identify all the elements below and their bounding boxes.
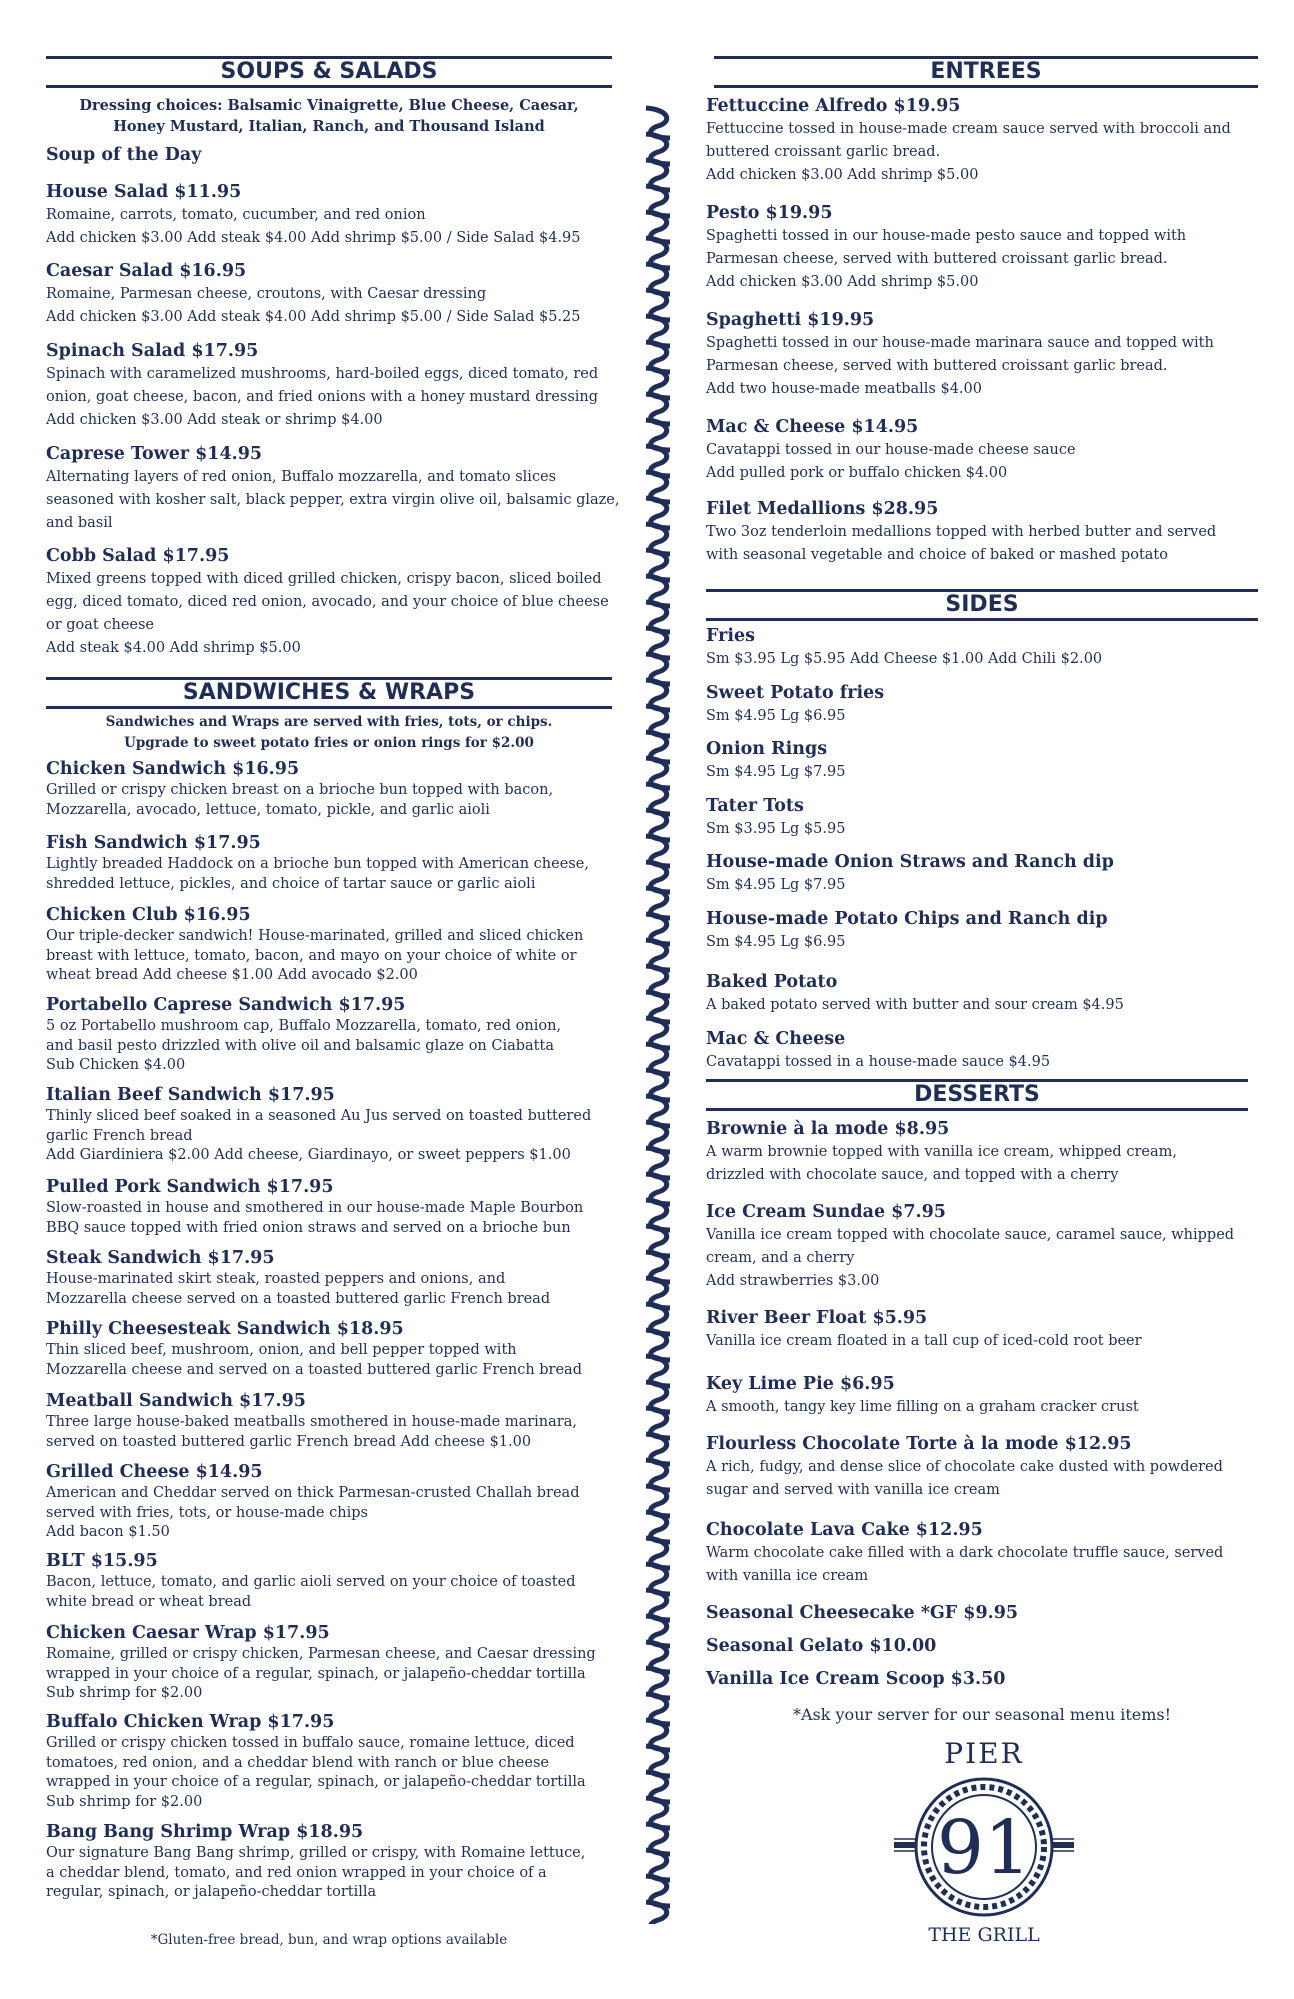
logo-grill-text: THE GRILL [928,1924,1040,1946]
menu-item-name: Chicken Club $16.95 [46,905,251,925]
menu-item-name: Grilled Cheese $14.95 [46,1462,263,1482]
menu-item [706,1027,1258,1074]
menu-item [46,442,620,535]
menu-item-description: Sm $4.95 Lg $6.95 [706,708,846,724]
menu-item-name: Spinach Salad $17.95 [46,341,259,361]
menu-item [46,1621,612,1704]
menu-item-name: BLT $15.95 [46,1551,158,1571]
menu-item-description: Cavatappi tossed in a house-made sauce $4.95 [706,1054,1051,1070]
menu-item-name: Chocolate Lava Cake $12.95 [706,1520,983,1540]
menu-item-description: Vanilla ice cream topped with chocolate sauce, caramel sauce, whipped cream, and a cherry Add strawberries $3.00 [706,1227,1235,1289]
menu-item-name: Pesto $19.95 [706,203,833,223]
menu-item-name: Bang Bang Shrimp Wrap $18.95 [46,1822,364,1842]
menu-item-description: Three large house-baked meatballs smothered in house-made marinara, served on toasted buttered garlic French bread Add cheese $1.00 [46,1414,577,1450]
menu-item [46,1460,612,1543]
menu-item [46,1820,612,1903]
menu-item [706,1634,1258,1658]
menu-item-name: Italian Beef Sandwich $17.95 [46,1085,335,1105]
menu-item-description: Mixed greens topped with diced grilled chicken, crispy bacon, sliced boiled egg, diced tomato, diced red onion, avocado, and your choice of blue cheese or goat cheese Add steak $4.00 Add shrimp $5.00 [46,571,609,656]
menu-item-description: A warm brownie topped with vanilla ice cream, whipped cream, drizzled with chocolate sauce, and topped with a cherry [706,1144,1177,1183]
gluten-free-footnote: *Gluten-free bread, bun, and wrap options available [150,1932,508,1948]
seasonal-note: *Ask your server for our seasonal menu items! [792,1705,1172,1724]
menu-item [46,180,612,250]
menu-item-name: Buffalo Chicken Wrap $17.95 [46,1712,335,1732]
soups-salads-heading: SOUPS & SALADS [46,56,612,88]
menu-item-name: Steak Sandwich $17.95 [46,1248,275,1268]
menu-item [706,1518,1258,1588]
menu-item-name: Chicken Caesar Wrap $17.95 [46,1623,330,1643]
menu-item-description: Romaine, carrots, tomato, cucumber, and red onion Add chicken $3.00 Add steak $4.00 Add shrimp $5.00 / Side Salad $4.95 [46,207,581,246]
menu-item [706,1432,1258,1502]
menu-item [706,1667,1258,1691]
menu-item [46,757,612,820]
menu-item-name: Fries [706,626,755,646]
menu-item [46,1710,612,1812]
menu-item-name: Spaghetti $19.95 [706,310,875,330]
menu-item-description: Slow-roasted in house and smothered in our house-made Maple Bourbon BBQ sauce topped with fried onion straws and served on a brioche bun [46,1200,584,1236]
menu-item [706,737,1258,784]
menu-item-name: River Beer Float $5.95 [706,1308,928,1328]
menu-item-name: Onion Rings [706,739,828,759]
menu-item-description: Romaine, grilled or crispy chicken, Parmesan cheese, and Caesar dressing wrapped in your choice of a regular, spinach, or jalapeño-cheddar tortilla Sub shrimp for $2.00 [46,1646,596,1701]
menu-item-description: Vanilla ice cream floated in a tall cup of iced-cold root beer [706,1333,1142,1349]
menu-item-name: Seasonal Gelato $10.00 [706,1636,937,1656]
menu-item-description: Two 3oz tenderloin medallions topped with herbed butter and served with seasonal vegetable and choice of baked or mashed potato [706,524,1217,563]
menu-item-name: Cobb Salad $17.95 [46,546,230,566]
menu-item [706,1117,1258,1187]
menu-item [46,339,612,432]
menu-item-name: House-made Potato Chips and Ranch dip [706,909,1108,929]
menu-item [46,143,612,167]
menu-item-description: Grilled or crispy chicken breast on a brioche bun topped with bacon, Mozzarella, avocado, lettuce, tomato, pickle, and garlic aioli [46,782,554,818]
menu-item [706,907,1258,954]
menu-item [706,1306,1258,1353]
menu-item-description: 5 oz Portabello mushroom cap, Buffalo Mozzarella, tomato, red onion, and basil pesto drizzled with olive oil and balsamic glaze on Ciabatta Sub Chicken $4.00 [46,1018,562,1073]
menu-item [706,94,1258,187]
menu-item-description: Sm $3.95 Lg $5.95 Add Cheese $1.00 Add Chili $2.00 [706,651,1103,667]
menu-item-description: Cavatappi tossed in our house-made cheese sauce Add pulled pork or buffalo chicken $4.00 [706,442,1076,481]
menu-item-name: Ice Cream Sundae $7.95 [706,1202,946,1222]
menu-item-description: Romaine, Parmesan cheese, croutons, with Caesar dressing Add chicken $3.00 Add steak $4.00 Add shrimp $5.00 / Side Salad $5.25 [46,286,581,325]
menu-item-description: House-marinated skirt steak, roasted peppers and onions, and Mozzarella cheese served on a toasted buttered garlic French bread [46,1271,551,1307]
sandwiches-note: Sandwiches and Wraps are served with fries, tots, or chips. Upgrade to sweet potato fries or onion rings for $2.00 [105,714,553,751]
menu-item-name: Portabello Caprese Sandwich $17.95 [46,995,406,1015]
menu-item [706,415,1258,485]
menu-item-name: Flourless Chocolate Torte à la mode $12.95 [706,1434,1132,1454]
desserts-heading: DESSERTS [706,1079,1248,1111]
menu-item-name: Mac & Cheese [706,1029,846,1049]
menu-item-description: Spinach with caramelized mushrooms, hard-boiled eggs, diced tomato, red onion, goat cheese, bacon, and fried onions with a honey mustard dressing Add chicken $3.00 Add steak or shrimp $4.00 [46,366,599,428]
rope-divider [640,104,676,1924]
menu-item-description: Sm $3.95 Lg $5.95 [706,821,846,837]
menu-item-description: A smooth, tangy key lime filling on a graham cracker crust [706,1399,1139,1415]
menu-item [706,497,1258,567]
menu-item-description: Thin sliced beef, mushroom, onion, and bell pepper topped with Mozzarella cheese and served on a toasted buttered garlic French bread [46,1342,582,1378]
menu-item-name: House Salad $11.95 [46,182,242,202]
menu-item-name: Chicken Sandwich $16.95 [46,759,300,779]
menu-item-description: A rich, fudgy, and dense slice of chocolate cake dusted with powdered sugar and served with vanilla ice cream [706,1459,1223,1498]
menu-item-name: Caprese Tower $14.95 [46,444,263,464]
menu-item-description: American and Cheddar served on thick Parmesan-crusted Challah bread served with fries, tots, or house-made chips Add bacon $1.50 [46,1485,580,1540]
menu-item-name: Caesar Salad $16.95 [46,261,247,281]
menu-item-name: Meatball Sandwich $17.95 [46,1391,306,1411]
menu-item [706,624,1258,671]
menu-item [706,1200,1258,1293]
menu-item-description: Lightly breaded Haddock on a brioche bun topped with American cheese, shredded lettuce, pickles, and choice of tartar sauce or garlic aioli [46,856,589,892]
menu-item-description: Our signature Bang Bang shrimp, grilled or crispy, with Romaine lettuce, a cheddar blend, tomato, and red onion wrapped in your choice of a regular, spinach, or jalapeño-cheddar tortilla [46,1845,586,1900]
menu-item-description: Sm $4.95 Lg $6.95 [706,934,846,950]
menu-item [706,850,1258,897]
menu-item [46,1317,612,1380]
dressing-choices: Dressing choices: Balsamic Vinaigrette, Blue Cheese, Caesar, Honey Mustard, Italian, Ranch, and Thousand Island [79,97,579,135]
menu-item-name: Philly Cheesesteak Sandwich $18.95 [46,1319,404,1339]
menu-item-name: Brownie à la mode $8.95 [706,1119,950,1139]
menu-item-name: Baked Potato [706,972,838,992]
menu-item [46,1389,612,1452]
menu-item-description: Our triple-decker sandwich! House-marinated, grilled and sliced chicken breast with lettuce, tomato, bacon, and mayo on your choice of white or wheat bread Add cheese $1.00 Add avocado $2.00 [46,928,584,983]
menu-item [706,970,1258,1017]
menu-item-description: Warm chocolate cake filled with a dark chocolate truffle sauce, served with vanilla ice cream [706,1545,1224,1584]
menu-item-name: Key Lime Pie $6.95 [706,1374,895,1394]
menu-item [46,1175,612,1238]
logo-number: 91 [936,1805,1032,1891]
menu-item-description: Grilled or crispy chicken tossed in buffalo sauce, romaine lettuce, diced tomatoes, red onion, and a cheddar blend with ranch or blue cheese wrapped in your choice of a regular, spinach, or jalapeño-cheddar tortilla Sub shrimp for $2.00 [46,1735,586,1810]
menu-item-description: Fettuccine tossed in house-made cream sauce served with broccoli and buttered croissant garlic bread. Add chicken $3.00 Add shrimp $5.00 [706,121,1231,183]
menu-item [706,201,1258,294]
menu-item-name: Seasonal Cheesecake *GF $9.95 [706,1603,1019,1623]
menu-item [46,993,612,1076]
menu-item-name: House-made Onion Straws and Ranch dip [706,852,1114,872]
logo-pier-text: PIER [944,1737,1024,1770]
menu-item [46,1549,612,1612]
menu-item-description: Sm $4.95 Lg $7.95 [706,764,846,780]
menu-item [46,903,612,986]
menu-item-name: Tater Tots [706,796,804,816]
menu-item-description: Alternating layers of red onion, Buffalo mozzarella, and tomato slices seasoned with kosher salt, black pepper, extra virgin olive oil, balsamic glaze, and basil [46,469,620,531]
menu-item [46,544,612,660]
menu-item-description: Spaghetti tossed in our house-made marinara sauce and topped with Parmesan cheese, served with buttered croissant garlic bread. Add two house-made meatballs $4.00 [706,335,1214,397]
menu-item-name: Mac & Cheese $14.95 [706,417,919,437]
menu-item-name: Soup of the Day [46,145,202,165]
menu-item [706,794,1258,841]
menu-item-description: Sm $4.95 Lg $7.95 [706,877,846,893]
menu-item-name: Pulled Pork Sandwich $17.95 [46,1177,334,1197]
menu-item [706,308,1258,401]
menu-item-description: Thinly sliced beef soaked in a seasoned Au Jus served on toasted buttered garlic French bread Add Giardiniera $2.00 Add cheese, Giardinayo, or sweet peppers $1.00 [46,1108,592,1163]
menu-item-name: Fish Sandwich $17.95 [46,833,261,853]
menu-item [46,1246,612,1309]
menu-item-description: Spaghetti tossed in our house-made pesto sauce and topped with Parmesan cheese, served with buttered croissant garlic bread. Add chicken $3.00 Add shrimp $5.00 [706,228,1187,290]
menu-item [46,831,612,894]
entrees-heading: ENTREES [714,56,1258,88]
menu-item-name: Vanilla Ice Cream Scoop $3.50 [706,1669,1006,1689]
menu-item-description: A baked potato served with butter and sour cream $4.95 [706,997,1124,1013]
menu-item [46,1083,612,1166]
menu-item [706,1372,1258,1419]
menu-item [706,681,1258,728]
menu-item-name: Fettuccine Alfredo $19.95 [706,96,961,116]
menu-item-name: Filet Medallions $28.95 [706,499,939,519]
sandwiches-wraps-heading: SANDWICHES & WRAPS [46,677,612,709]
menu-item-name: Sweet Potato fries [706,683,885,703]
pier-91-logo [884,1735,1084,1950]
sides-heading: SIDES [706,589,1258,621]
menu-item-description: Bacon, lettuce, tomato, and garlic aioli served on your choice of toasted white bread or wheat bread [46,1574,576,1610]
menu-item [46,259,612,329]
menu-item [706,1601,1258,1625]
